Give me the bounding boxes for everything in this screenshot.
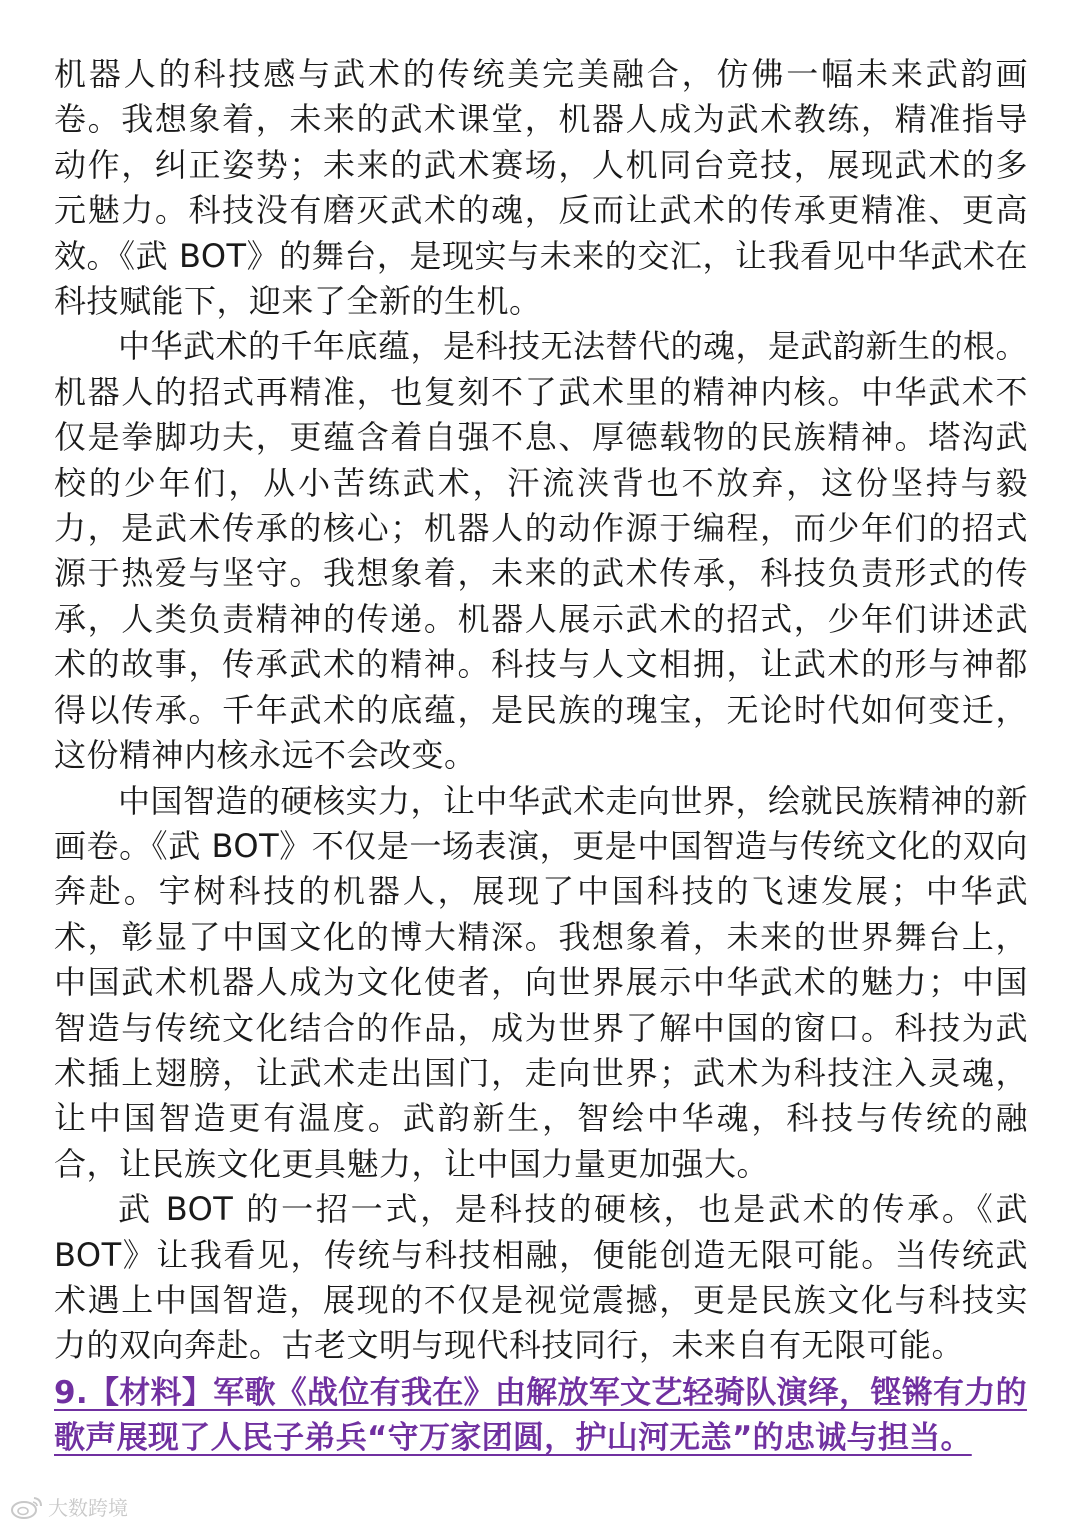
paragraph-2: 中华武术的千年底蕴，是科技无法替代的魂，是武韵新生的根。机器人的招式再精准，也复刻不了武术里的精神内核。中华武术不仅是拳脚功夫，更蕴含着自强不息、厚德载物的民族精神。塔沟武校的少年们，从小苦练武术，汗流浃背也不放弃，这份坚持与毅力，是武术传承的核心；机器人的动作源于编程，而少年们的招式源于热爱与坚守。我想象着，未来的武术传承，科技负责形式的传承，人类负责精神的传递。机器人展示武术的招式，少年们讲述武术的故事，传承武术的精神。科技与人文相拥，让武术的形与神都得以传承。千年武术的底蕴，是民族的瑰宝，无论时代如何变迁，这份精神内核永远不会改变。 bbox=[54, 327, 1029, 775]
paragraph-3: 中国智造的硬核实力，让中华武术走向世界，绘就民族精神的新画卷。《武 BOT》不仅是一场表演，更是中国智造与传统文化的双向奔赴。宇树科技的机器人，展现了中国科技的飞速发展；中华武术，彰显了中国文化的博大精深。我想象着，未来的世界舞台上，中国武术机器人成为文化使者，向世界展示中华武术的魅力；中国智造与传统文化结合的作品，成为世界了解中国的窗口。科技为武术插上翅膀，让武术走出国门，走向世界；武术为科技注入灵魂，让中国智造更有温度。武韵新生，智绘中华魂，科技与传统的融合，让民族文化更具魅力，让中国力量更加强大。 bbox=[54, 781, 1029, 1183]
weibo-logo-icon bbox=[10, 1494, 44, 1520]
document-page bbox=[54, 52, 1028, 1461]
watermark-text: 大数跨境 bbox=[48, 1496, 128, 1520]
paragraph-1: 机器人的科技感与武术的传统美完美融合，仿佛一幅未来武韵画卷。我想象着，未来的武术课堂，机器人成为武术教练，精准指导动作，纠正姿势；未来的武术赛场，人机同台竞技，展现武术的多元魅力。科技没有磨灭武术的魂，反而让武术的传承更精准、更高效。《武 BOT》的舞台，是现实与未来的交汇，让我看见中华武术在科技赋能下，迎来了全新的生机。 bbox=[54, 55, 1028, 321]
question-9-material: 9.【材料】军歌《战位有我在》由解放军文艺轻骑队演绎，铿锵有力的歌声展现了人民子弟兵“守万家团圆，护山河无恙”的忠诚与担当。 bbox=[54, 1374, 1027, 1456]
watermark bbox=[10, 1492, 128, 1521]
paragraph-4: 武 BOT 的一招一式，是科技的硬核，也是武术的传承。《武 BOT》让我看见，传统与科技相融，便能创造无限可能。当传统武术遇上中国智造，展现的不仅是视觉震撼，更是民族文化与科技实力的双向奔赴。古老文明与现代科技同行，未来自有无限可能。 bbox=[54, 1190, 1028, 1365]
